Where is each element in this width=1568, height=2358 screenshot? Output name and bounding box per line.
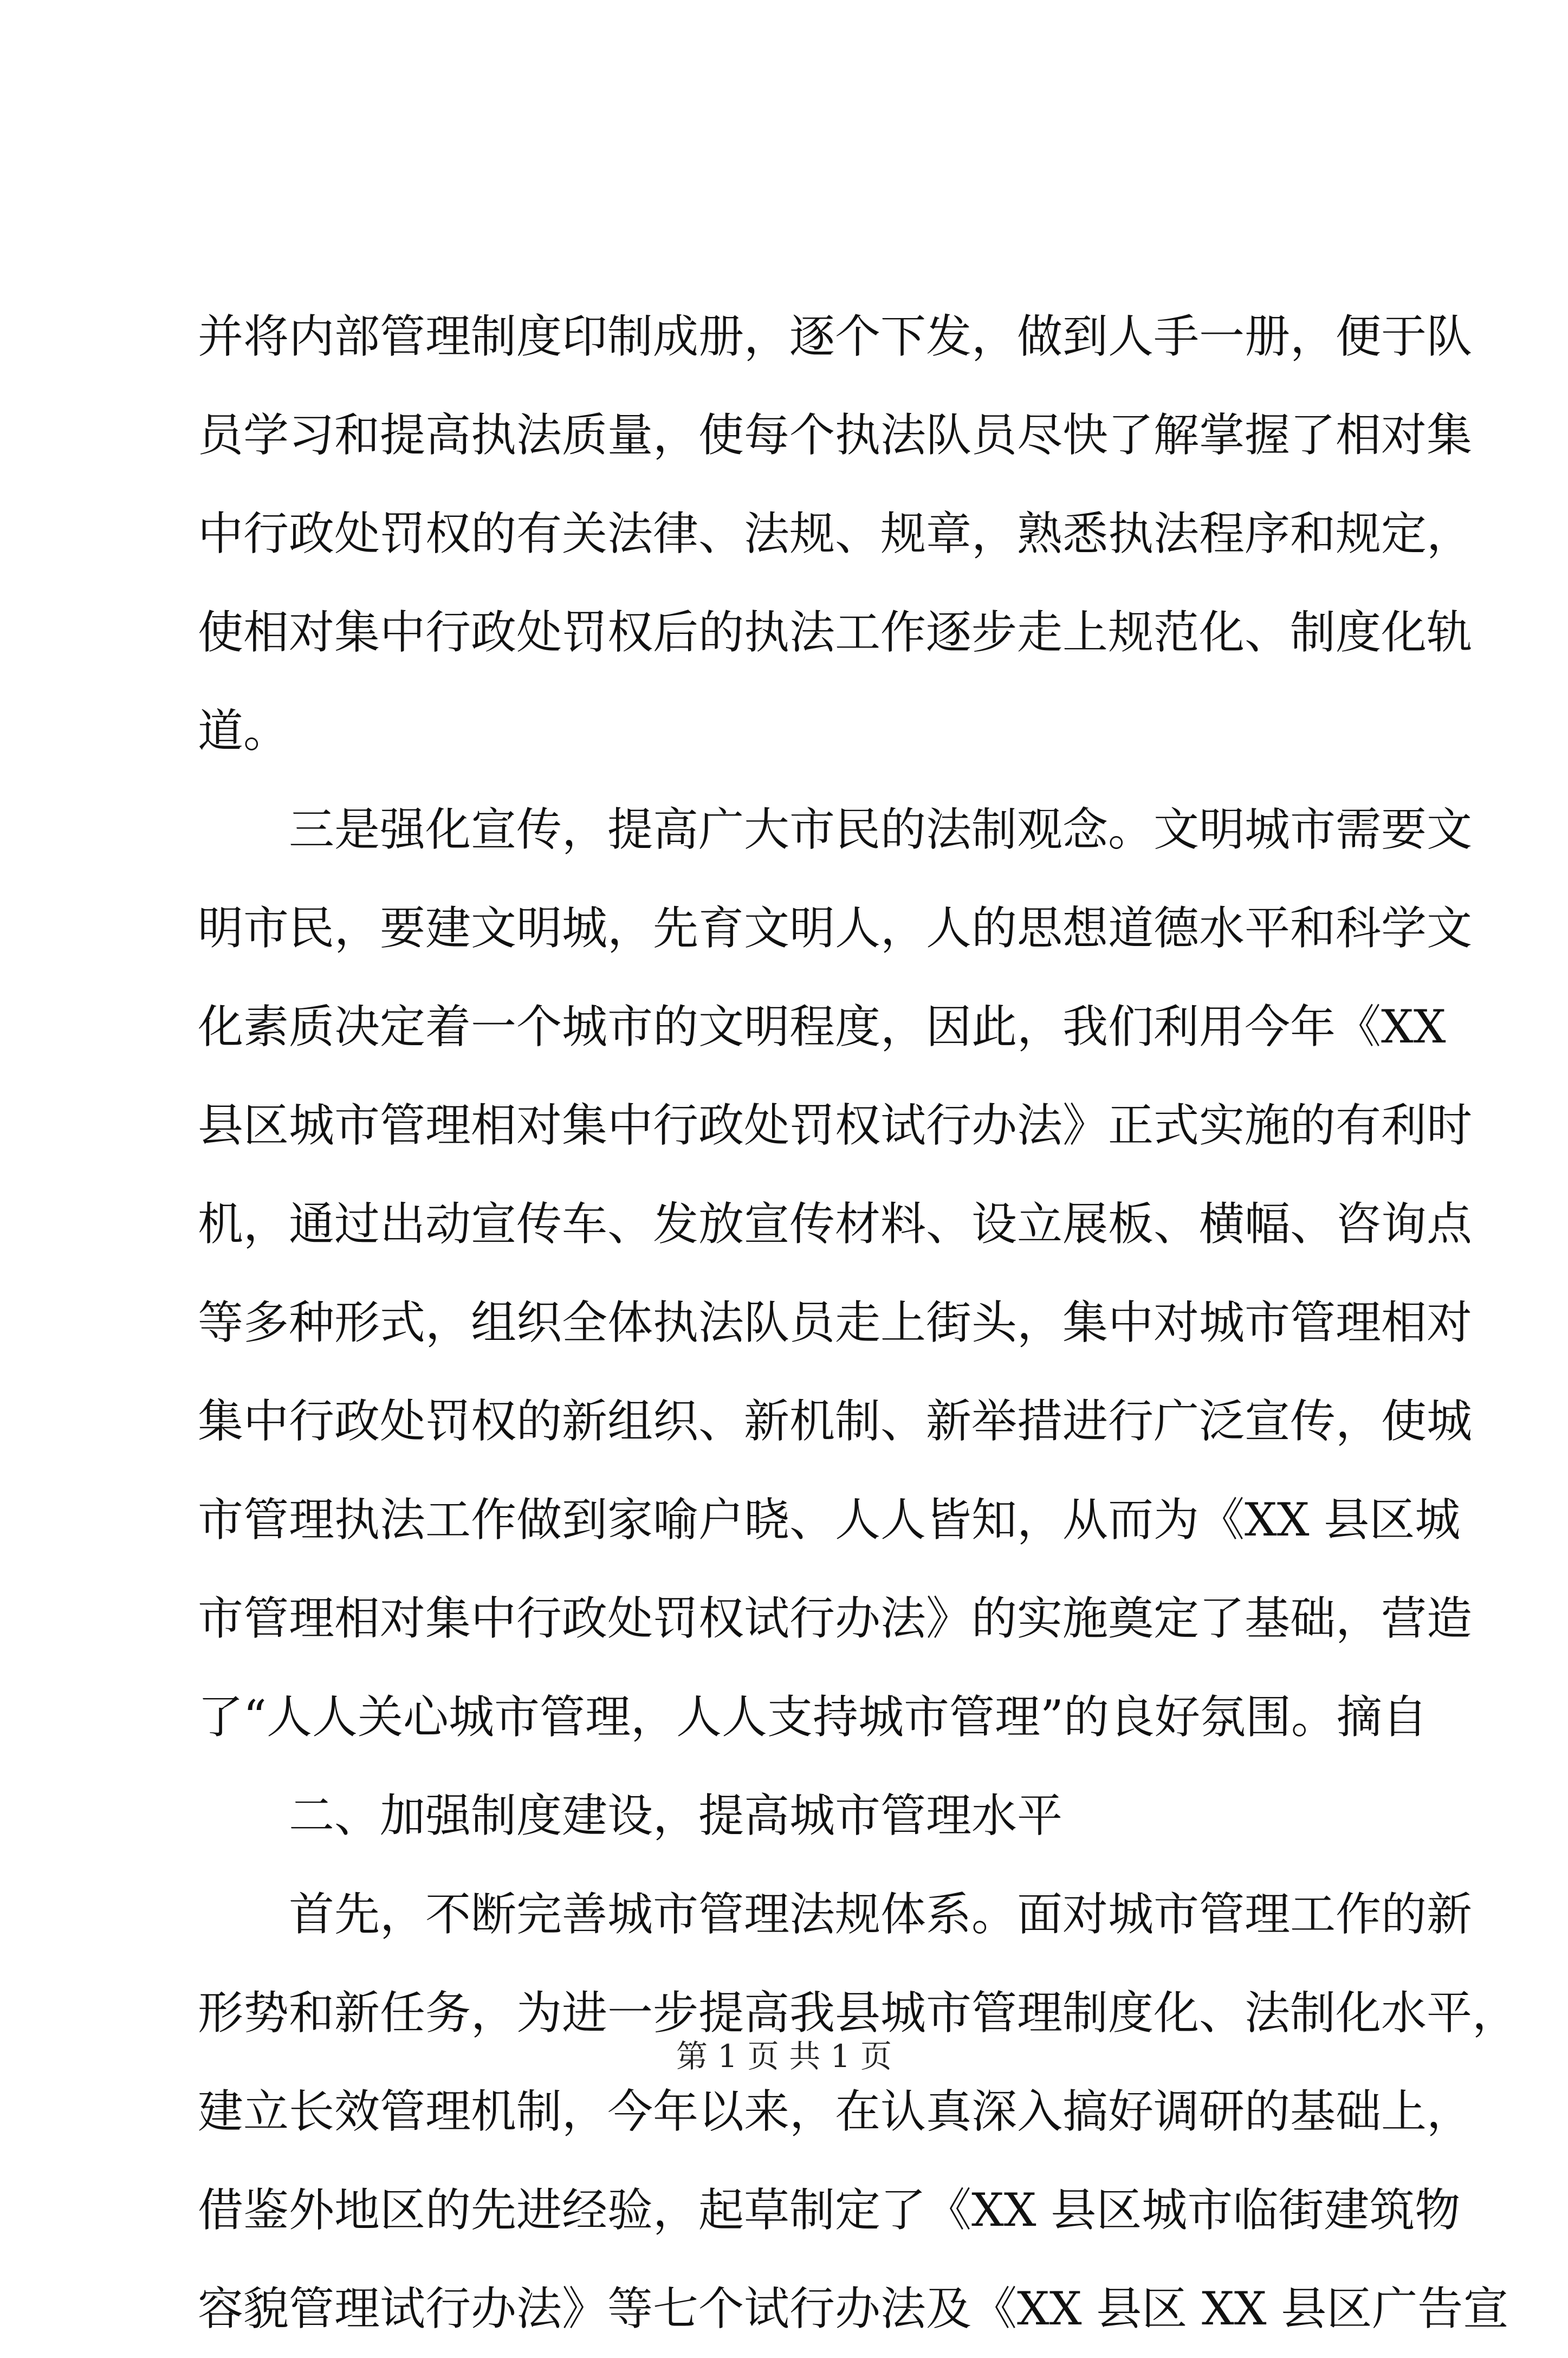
- paragraph-first-line: 首先，不断完善城市管理法规体系。面对城市管理工作的新: [289, 1888, 1473, 1941]
- text-line: 明市民，要建文明城，先育文明人，人的思想道德水平和科学文: [198, 902, 1473, 955]
- text-line: 建立长效管理机制，今年以来，在认真深入搞好调研的基础上，: [198, 2085, 1473, 2138]
- section-heading: 二、加强制度建设，提高城市管理水平: [289, 1789, 1063, 1842]
- text-line: 市管理执法工作做到家喻户晓、人人皆知，从而为《XX 县区城: [198, 1493, 1461, 1546]
- text-line: 化素质决定着一个城市的文明程度，因此，我们利用今年《XX: [198, 1000, 1446, 1053]
- text-line: 员学习和提高执法质量，使每个执法队员尽快了解掌握了相对集: [198, 409, 1473, 462]
- text-line: 县区城市管理相对集中行政处罚权试行办法》正式实施的有利时: [198, 1099, 1473, 1152]
- text-line: 了“人人关心城市管理，人人支持城市管理”的良好氛围。摘自: [198, 1690, 1428, 1744]
- text-line: 等多种形式，组织全体执法队员走上街头，集中对城市管理相对: [198, 1296, 1473, 1349]
- text-line: 道。: [198, 704, 289, 757]
- text-line: 集中行政处罚权的新组织、新机制、新举措进行广泛宣传，使城: [198, 1395, 1473, 1448]
- text-line: 形势和新任务，为进一步提高我县城市管理制度化、法制化水平，: [198, 1986, 1518, 2039]
- text-line: 中行政处罚权的有关法律、法规、规章，熟悉执法程序和规定，: [198, 507, 1473, 560]
- text-line: 借鉴外地区的先进经验，起草制定了《XX 县区城市临街建筑物: [198, 2184, 1461, 2237]
- text-line: 容貌管理试行办法》等七个试行办法及《XX 县区 XX 县区广告宣: [198, 2282, 1509, 2335]
- text-line: 市管理相对集中行政处罚权试行办法》的实施奠定了基础，营造: [198, 1592, 1473, 1645]
- page-footer: 第 1 页 共 1 页: [676, 2038, 892, 2075]
- paragraph-first-line: 三是强化宣传，提高广大市民的法制观念。文明城市需要文: [289, 803, 1473, 856]
- text-line: 使相对集中行政处罚权后的执法工作逐步走上规范化、制度化轨: [198, 606, 1473, 659]
- text-line: 机，通过出动宣传车、发放宣传材料、设立展板、横幅、咨询点: [198, 1197, 1473, 1251]
- text-line: 并将内部管理制度印制成册，逐个下发，做到人手一册，便于队: [198, 310, 1473, 363]
